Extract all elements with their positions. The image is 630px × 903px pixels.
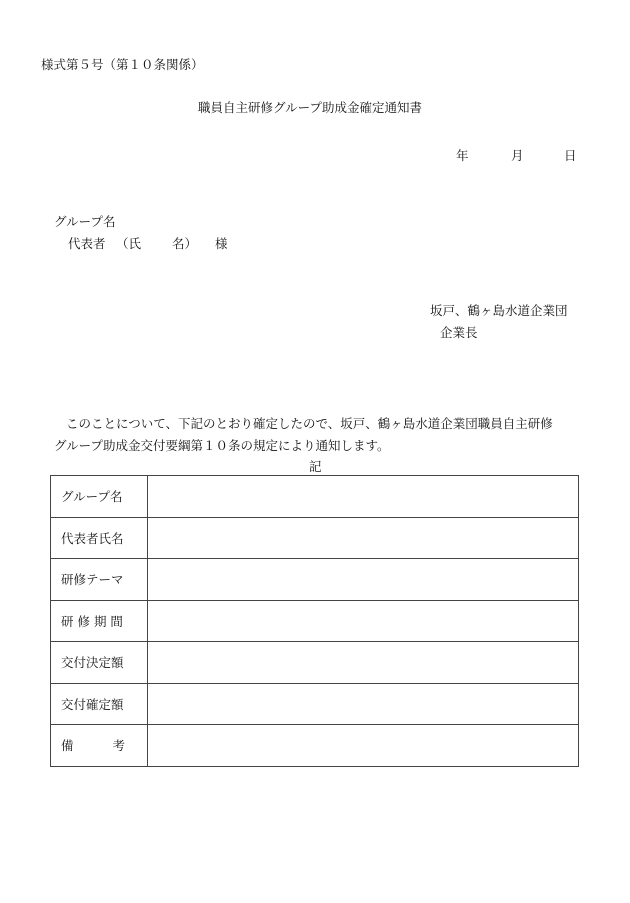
row-label: 交付決定額 [51,642,148,684]
confirmed-amount-field[interactable] [148,683,579,725]
table-row [51,725,579,767]
recipient-rep-label: 代表者 [68,236,106,251]
recipient-name-open: （氏 [116,236,142,251]
row-label: 代表者氏名 [51,517,148,559]
training-period-field[interactable] [148,600,579,642]
body-line-1: このことについて、下記のとおり確定したので、坂戸、鶴ヶ島水道企業団職員自主研修 [66,416,553,431]
row-label: 研修テーマ [51,559,148,601]
representative-name-field[interactable] [148,517,579,559]
details-table [50,475,579,767]
body-line-2: グループ助成金交付要綱第１０条の規定により通知します。 [54,438,390,453]
row-label: 交付確定額 [51,683,148,725]
decided-amount-field[interactable] [148,642,579,684]
table-row [51,559,579,601]
training-theme-field[interactable] [148,559,579,601]
table-row [51,642,579,684]
date-day-label: 日 [564,148,577,163]
form-number: 様式第５号（第１０条関係） [41,57,204,72]
table-row [51,683,579,725]
row-label [51,725,148,767]
recipient-group-label: グループ名 [54,214,116,229]
group-name-field[interactable] [148,476,579,518]
recipient-name-close: 名） [172,236,198,251]
recipient-honorific: 様 [215,236,228,251]
ki-heading: 記 [309,459,322,474]
date-month-label: 月 [511,148,524,163]
body-text [54,413,594,457]
table-row [51,476,579,518]
date-year-label: 年 [456,148,469,163]
issuer-title: 企業長 [440,325,478,340]
table-row [51,600,579,642]
remarks-field[interactable] [148,725,579,767]
remarks-label-b: 考 [112,738,125,754]
table-row [51,517,579,559]
row-label: グループ名 [51,476,148,518]
remarks-label-a: 備 [61,738,74,754]
row-label: 研 修 期 間 [51,600,148,642]
issuer-organization: 坂戸、鶴ヶ島水道企業団 [430,303,568,318]
document-title: 職員自主研修グループ助成金確定通知書 [198,100,423,115]
